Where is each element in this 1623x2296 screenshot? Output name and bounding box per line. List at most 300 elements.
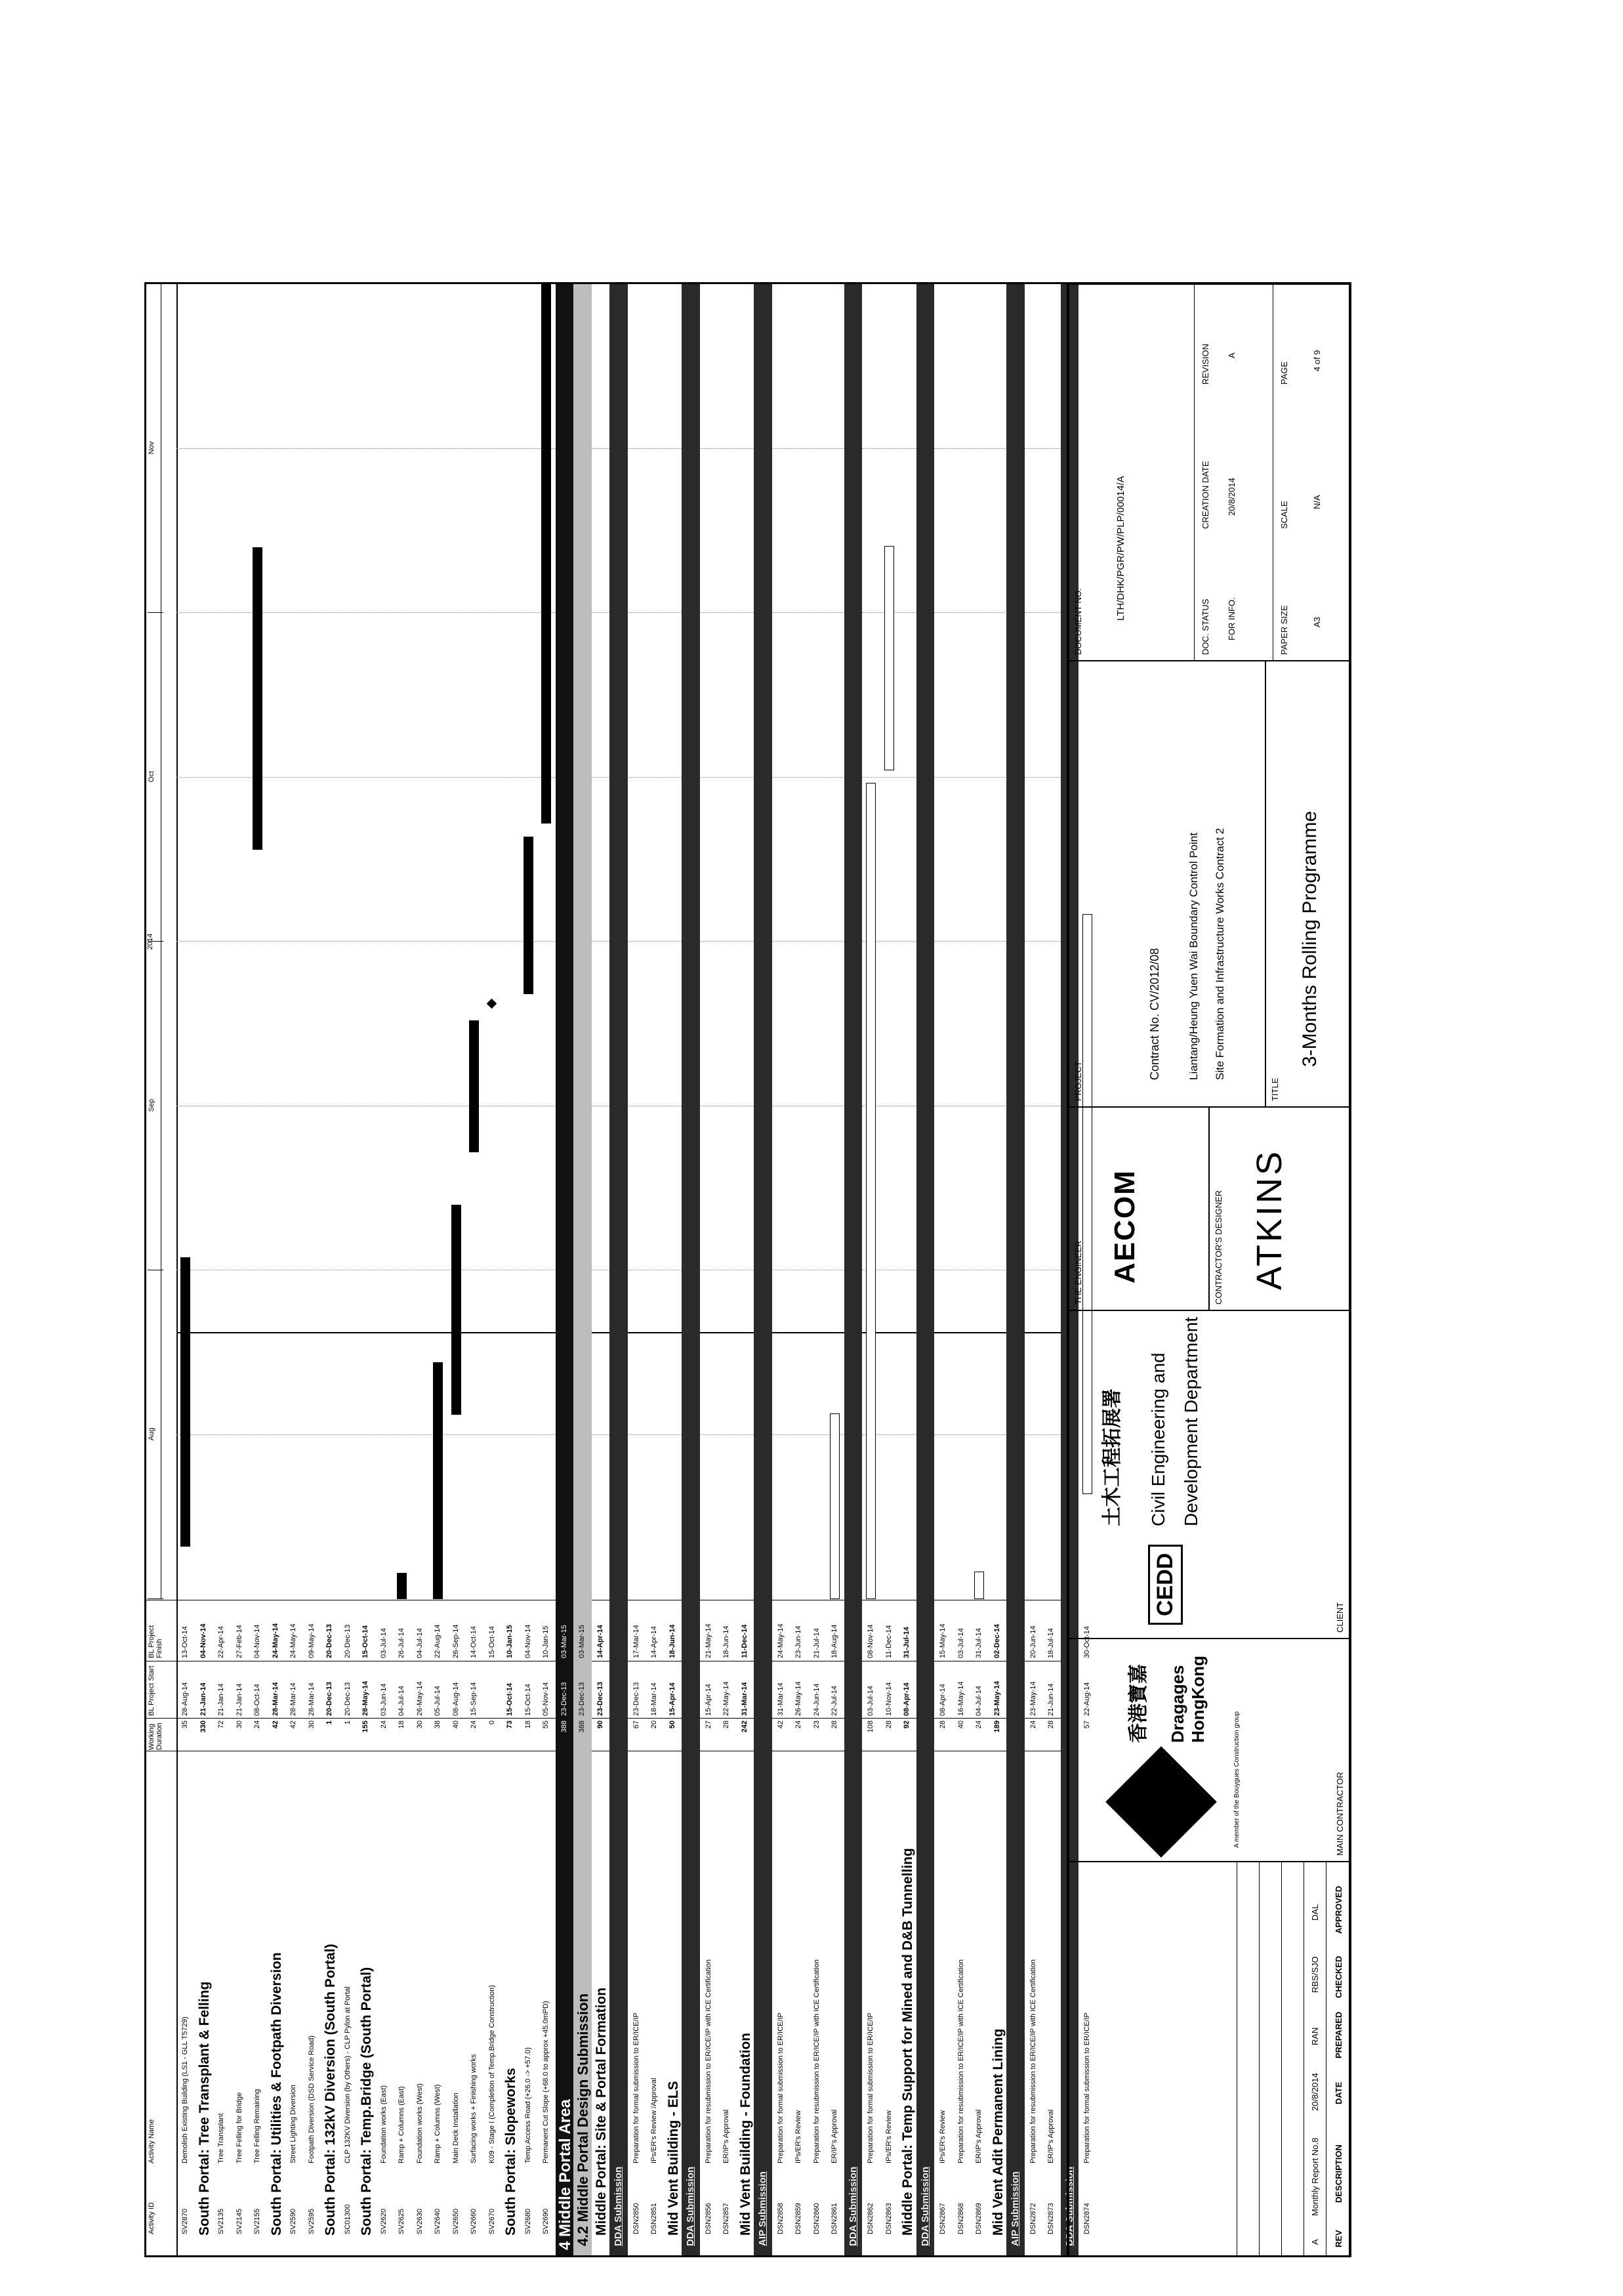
bl-start: 20-Dec-13 [343, 1682, 352, 1716]
header-bl-finish: BL Project Finish [148, 1625, 163, 1658]
activity-id: DSN2851 [650, 2203, 658, 2234]
activity-row [231, 284, 249, 2255]
title-block [1067, 284, 1349, 2255]
activity-name: ER/IP's Approval [975, 2109, 983, 2163]
activity-row [393, 284, 411, 2255]
bl-start: 28-Mar-14 [289, 1682, 297, 1716]
working-duration: 28 [831, 1721, 838, 1729]
bl-start: 31-Mar-14 [776, 1682, 785, 1716]
bl-finish: 21-May-14 [704, 1623, 712, 1658]
activity-row [429, 284, 447, 2255]
gantt-bar [451, 1205, 461, 1415]
doc-no-label: DOCUMENT NO. [1073, 588, 1083, 655]
activity-id: DSN2859 [794, 2203, 802, 2234]
bl-start: 21-Jan-14 [235, 1683, 243, 1716]
bl-finish: 24-May-14 [776, 1623, 785, 1658]
activity-row [285, 284, 303, 2255]
activity-row [700, 284, 718, 2255]
bl-start: 21-Jan-14 [217, 1683, 225, 1716]
activity-name: IPs/ER's Review [939, 2110, 947, 2163]
activity-row [934, 284, 953, 2255]
milestone-diamond [486, 999, 497, 1009]
bl-finish: 22-Aug-14 [434, 1624, 442, 1658]
project-label: PROJECT [1073, 1061, 1083, 1101]
bl-finish: 11-Dec-14 [884, 1625, 893, 1658]
working-duration: 20 [650, 1721, 658, 1729]
working-duration: 24 [253, 1721, 261, 1729]
programme-sheet [144, 282, 1351, 2257]
header-bl-start: BL Project Start [148, 1665, 155, 1716]
bl-finish: 11-Dec-14 [740, 1624, 749, 1658]
bl-finish: 03-Jul-14 [956, 1628, 965, 1658]
activity-name: IPs/ER's Review [884, 2110, 893, 2163]
working-duration: 30 [235, 1721, 243, 1729]
activity-name: Ramp + Columns (East) [398, 2086, 405, 2163]
bl-finish: 22-Apr-14 [217, 1626, 225, 1658]
working-duration: 50 [668, 1721, 676, 1729]
bl-start: 23-May-14 [1029, 1681, 1037, 1716]
activity-id: SV2135 [217, 2208, 225, 2234]
activity-name: Middle Portal: Temp Support for Mined and D&B Tunnelling [900, 1848, 915, 2236]
bl-start: 03-Jun-14 [379, 1683, 388, 1716]
rev-checked: RBS/SJO [1310, 1956, 1320, 1993]
bl-start: 04-Jul-14 [398, 1686, 405, 1716]
activity-name: South Portal: Temp.Bridge (South Portal) [359, 1967, 374, 2236]
bl-finish: 15-Oct-14 [361, 1625, 369, 1658]
bl-finish: 14-Oct-14 [470, 1626, 478, 1658]
activity-id: DSN2863 [884, 2203, 893, 2234]
bl-start: 15-Sep-14 [470, 1682, 478, 1716]
activity-row [1025, 284, 1043, 2255]
bl-finish: 09-May-14 [307, 1623, 316, 1658]
bl-finish: 15-Oct-14 [487, 1626, 496, 1658]
activity-id: DSN2862 [867, 2203, 874, 2234]
bl-start: 08-Apr-14 [939, 1684, 947, 1716]
group-row [592, 284, 610, 2255]
bl-finish: 27-Feb-14 [235, 1625, 243, 1658]
activity-name: ER/IP's Approval [1047, 2109, 1055, 2163]
activity-row [790, 284, 808, 2255]
col-rev: REV [1334, 2230, 1344, 2247]
col-approved: APPROVED [1334, 1886, 1344, 1934]
bl-finish: 20-Jun-14 [1029, 1625, 1037, 1658]
gantt-bar [469, 1020, 479, 1152]
gantt-bar [253, 547, 262, 850]
working-duration: 24 [379, 1721, 388, 1729]
working-duration: 92 [903, 1721, 911, 1729]
bl-start: 26-May-14 [794, 1681, 802, 1716]
cedd-logo: CEDD [1148, 1545, 1183, 1625]
activity-row [537, 284, 556, 2255]
bl-finish: 04-Jul-14 [415, 1628, 424, 1658]
activity-name: Demolish Existing Building (LS1 - GLL T5729) [181, 2016, 189, 2163]
activity-name: Permanent Cut Slope (+68.0 to approx +45.0mPD) [542, 2001, 550, 2163]
activity-name: Footpath Diversion (DSD Service Road) [307, 2035, 316, 2163]
bl-start: 23-May-14 [993, 1680, 1001, 1716]
working-duration: 90 [596, 1721, 604, 1729]
activity-name: Preparation for resubmission to ER/ICE/IP with ICE Certification [956, 1959, 965, 2163]
activity-name: ER/IP's Approval [831, 2109, 838, 2163]
rev-prepared: RAN [1310, 2027, 1320, 2045]
timeline-year: 2014 [146, 284, 161, 1599]
bl-start: 10-Nov-14 [884, 1682, 893, 1716]
engineer-cell [1069, 1107, 1209, 1310]
activity-name: K09 - Stage I (Completion of Temp.Bridge Construction) [487, 1985, 496, 2163]
bl-start: 18-Mar-14 [650, 1682, 658, 1716]
group-row [357, 284, 375, 2255]
activity-name: DDA Submission [613, 2166, 624, 2246]
activity-name: Street Lighting Diversion [289, 2085, 297, 2163]
activity-row [862, 284, 880, 2255]
working-duration: 42 [776, 1721, 785, 1729]
bl-start: 28-Aug-14 [181, 1682, 189, 1716]
activity-name: Tree Transplant [217, 2113, 225, 2163]
activity-id: DSN2861 [831, 2203, 838, 2234]
working-duration: 18 [398, 1721, 405, 1729]
activity-name: Preparation for resubmission to ER/ICE/IP with ICE Certification [1029, 1959, 1037, 2163]
activity-row [808, 284, 827, 2255]
activity-name: Preparation for resubmission to ER/ICE/IP with ICE Certification [812, 1959, 821, 2163]
bl-start: 05-Jul-14 [434, 1686, 442, 1716]
activity-id: SV2145 [235, 2208, 243, 2234]
header-activity-name: Activity Name [148, 2119, 155, 2163]
bl-start: 20-Dec-13 [325, 1682, 333, 1716]
working-duration: 18 [524, 1721, 532, 1729]
activity-id: DSN2857 [722, 2203, 730, 2234]
activity-id: DSN2872 [1029, 2203, 1037, 2234]
bl-finish: 03-Jul-14 [379, 1628, 388, 1658]
project-contract-no: Contract No. CV/2012/08 [1148, 948, 1161, 1080]
col-prepared: PREPARED [1334, 2011, 1344, 2058]
group-row [609, 284, 628, 2255]
activity-id: SV2595 [307, 2208, 316, 2234]
aecom-logo: AECOM [1109, 1169, 1141, 1284]
working-duration: 72 [217, 1721, 225, 1729]
activity-name: CLP 132KV Diversion (by Others) - CLP Pylon at Portal [343, 1986, 352, 2163]
activity-id: SV2155 [253, 2208, 261, 2234]
activity-name: 4 Middle Portal Area [556, 2099, 574, 2250]
client-name-line-2: Development Department [1181, 1316, 1201, 1526]
bl-finish: 26-Sep-14 [451, 1624, 460, 1658]
title-label: TITLE [1270, 1077, 1280, 1101]
working-duration: 30 [307, 1721, 316, 1729]
designer-label: CONTRACTOR'S DESIGNER [1214, 1190, 1223, 1305]
doc-status-label: DOC. STATUS [1201, 598, 1210, 655]
scale-label: SCALE [1279, 501, 1289, 529]
group-row [989, 284, 1007, 2255]
scale: N/A [1312, 495, 1322, 509]
working-duration: 1 [325, 1721, 333, 1725]
rev-description: Monthly Report No.8 [1310, 2137, 1320, 2216]
bl-start: 08-Oct-14 [253, 1684, 261, 1716]
bl-start: 21-Jun-14 [1047, 1683, 1055, 1716]
dragages-logo [1105, 1746, 1217, 1858]
activity-row [772, 284, 791, 2255]
activity-id: DSN2868 [956, 2203, 965, 2234]
bl-finish: 23-Jun-14 [794, 1625, 802, 1658]
activity-name: IPs/ER's Review [794, 2110, 802, 2163]
activity-row [880, 284, 899, 2255]
gantt-bar [524, 837, 533, 994]
bl-start: 23-Dec-13 [578, 1682, 586, 1716]
creation-date-label: CREATION DATE [1201, 461, 1210, 529]
contractor-chinese-name: 香港寶嘉 [1128, 1664, 1149, 1743]
activity-name: 4.2 Middle Portal Design Submission [575, 1993, 591, 2246]
activity-id: SV2650 [451, 2208, 460, 2234]
working-duration: 55 [542, 1721, 550, 1729]
revision-table [1069, 1862, 1349, 2255]
bl-finish: 10-Jan-15 [542, 1625, 550, 1658]
activity-id: SV2620 [379, 2208, 388, 2234]
contractor-name: Dragages HongKong [1168, 1656, 1208, 1743]
bl-start: 24-Jun-14 [812, 1683, 821, 1716]
activity-id: SV2690 [542, 2208, 550, 2234]
activity-row [1042, 284, 1061, 2255]
revision: A [1227, 352, 1237, 358]
working-duration: 67 [632, 1721, 640, 1729]
activity-row [628, 284, 646, 2255]
gantt-bar-outline [866, 783, 876, 1599]
activity-name: DDA Submission [919, 2166, 931, 2246]
bl-finish: 20-Dec-13 [343, 1624, 352, 1658]
activity-name: ER/IP's Approval [722, 2109, 730, 2163]
title-cell [1265, 661, 1349, 1107]
activity-name: Surfacing works + Finishing works [470, 2054, 478, 2163]
paper-size: A3 [1312, 617, 1322, 627]
bl-start: 05-Nov-14 [542, 1682, 550, 1716]
bl-start: 15-Oct-14 [506, 1682, 514, 1716]
activity-name: Ramp + Columns (West) [434, 2084, 442, 2163]
activity-name: South Portal: Utilities & Footpath Diversion [268, 1952, 284, 2236]
group-row [1006, 284, 1025, 2255]
activity-name: Preparation for formal submission to ER/ICE/IP [867, 2013, 874, 2163]
working-duration: 30 [415, 1721, 424, 1729]
working-duration: 330 [199, 1721, 207, 1733]
bl-start: 28-May-14 [361, 1680, 369, 1716]
main-contractor-label: MAIN CONTRACTOR [1335, 1772, 1345, 1856]
working-duration: 40 [451, 1721, 460, 1729]
working-duration: 24 [794, 1721, 802, 1729]
working-duration: 28 [1047, 1721, 1055, 1729]
bl-start: 04-Jul-14 [975, 1686, 983, 1716]
activity-row [483, 284, 502, 2255]
working-duration: 1 [343, 1721, 352, 1725]
bl-start: 08-Aug-14 [451, 1682, 460, 1716]
bl-finish: 04-Nov-14 [524, 1624, 532, 1658]
group-row [736, 284, 754, 2255]
bl-finish: 18-Jun-14 [722, 1625, 730, 1658]
working-duration: 242 [740, 1721, 749, 1733]
activity-id: DSN2856 [704, 2203, 712, 2234]
client-chinese-name: 土木工程拓展署 [1101, 1388, 1123, 1526]
activity-id: DSN2858 [776, 2203, 785, 2234]
activity-row [970, 284, 989, 2255]
working-duration: 35 [181, 1721, 189, 1729]
working-duration: 28 [939, 1721, 947, 1729]
working-duration: 28 [722, 1721, 730, 1729]
working-duration: 155 [361, 1721, 369, 1733]
gantt-bar-outline [884, 546, 894, 771]
client-label: CLIENT [1335, 1602, 1345, 1633]
rev-date: 20/8/2014 [1310, 2073, 1320, 2111]
bl-finish: 31-Jul-14 [903, 1627, 911, 1658]
bl-start: 22-Aug-14 [1083, 1682, 1091, 1716]
col-description: DESCRIPTION [1334, 2144, 1344, 2203]
bl-start: 08-Apr-14 [903, 1682, 911, 1716]
table-header [146, 284, 178, 2255]
activity-name: Middle Portal: Site & Portal Formation [593, 1987, 609, 2236]
col-checked: CHECKED [1334, 1955, 1344, 1998]
bl-finish: 04-Nov-14 [199, 1623, 207, 1658]
bl-start: 22-Jul-14 [831, 1686, 838, 1716]
activity-name: South Portal: 132kV Diversion (South Portal) [323, 1944, 338, 2236]
activity-id: SV2640 [434, 2208, 442, 2234]
activity-rows [176, 284, 1097, 2255]
bl-finish: 03-Mar-15 [560, 1625, 568, 1658]
activity-name: Tree Felling Remaining [253, 2089, 261, 2163]
project-works: Site Formation and Infrastructure Works Contract 2 [1214, 827, 1226, 1080]
activity-name: Mid Vent Building - ELS [665, 2081, 681, 2236]
activity-name: Mid Vent Building - Foundation [737, 2032, 753, 2236]
bl-start: 15-Apr-14 [704, 1684, 712, 1716]
activity-name: Foundation works (East) [379, 2085, 388, 2163]
doc-status: FOR INFO. [1227, 597, 1237, 640]
activity-id: SV2680 [524, 2208, 532, 2234]
bl-finish: 13-Oct-14 [181, 1626, 189, 1658]
group-row [195, 284, 213, 2255]
activity-name: AIP Submission [757, 2171, 768, 2246]
working-duration: 0 [487, 1721, 496, 1725]
timeline-month-nov: Nov [148, 283, 163, 613]
gantt-bar-outline [974, 1572, 984, 1599]
bl-finish: 24-May-14 [289, 1623, 297, 1658]
activity-id: DSN2850 [632, 2203, 640, 2234]
activity-name: AIP Submission [1010, 2171, 1021, 2246]
bl-finish: 17-Mar-14 [632, 1625, 640, 1658]
activity-name: Preparation for resubmission to ER/ICE/IP with ICE Certification [704, 1959, 712, 2163]
revision-label: REVISION [1201, 343, 1210, 385]
document-info-cell [1069, 284, 1349, 661]
doc-no: LTH/DHK/PGR/PW/PLP/00014/A [1115, 476, 1126, 621]
activity-name: Foundation works (West) [415, 2083, 424, 2163]
activity-name: Tree Felling for Bridge [235, 2092, 243, 2163]
project-name: Liantang/Heung Yuen Wai Boundary Control Point [1187, 832, 1200, 1080]
activity-row [339, 284, 358, 2255]
programme-title: 3-Months Rolling Programme [1299, 810, 1321, 1067]
working-duration: 40 [956, 1721, 965, 1729]
bl-finish: 30-Oct-14 [1083, 1626, 1091, 1658]
group-row [321, 284, 339, 2255]
working-duration: 27 [704, 1721, 712, 1729]
bl-finish: 18-Jul-14 [1047, 1628, 1055, 1658]
activity-id: DSN2869 [975, 2203, 983, 2234]
divider [1281, 1862, 1282, 2255]
activity-id: SV2625 [398, 2208, 405, 2234]
working-duration: 38 [434, 1721, 442, 1729]
group-row [754, 284, 772, 2255]
activity-name: Preparation for formal submission to ER/ICE/IP [632, 2013, 640, 2163]
bl-finish: 08-Nov-14 [867, 1624, 874, 1658]
activity-row [213, 284, 231, 2255]
working-duration: 108 [867, 1721, 874, 1733]
bl-start: 03-Jul-14 [867, 1686, 874, 1716]
client-name-line-1: Civil Engineering and [1148, 1352, 1168, 1526]
gantt-bar [541, 284, 551, 824]
bl-start: 15-Apr-14 [668, 1682, 676, 1716]
activity-row [249, 284, 267, 2255]
activity-name: Preparation for formal submission to ER/ICE/IP [776, 2013, 785, 2163]
bl-finish: 04-Nov-14 [253, 1624, 261, 1658]
activity-row [303, 284, 321, 2255]
bl-finish: 18-Aug-14 [831, 1624, 838, 1658]
activity-id: DSN2860 [812, 2203, 821, 2234]
activity-id: DSN2867 [939, 2203, 947, 2234]
bl-finish: 14-Apr-14 [650, 1626, 658, 1658]
gantt-bar [433, 1362, 443, 1599]
gantt-bar-outline [830, 1413, 840, 1599]
working-duration: 24 [1029, 1721, 1037, 1729]
timeline-month-oct: Oct [148, 612, 163, 942]
group-row [556, 284, 574, 2255]
activity-row [465, 284, 483, 2255]
page-number: 4 of 9 [1312, 350, 1322, 371]
bl-finish: 20-Dec-13 [325, 1624, 333, 1658]
group-row [916, 284, 935, 2255]
bl-finish: 03-Mar-15 [578, 1625, 586, 1658]
activity-row [953, 284, 971, 2255]
bl-start: 23-Dec-13 [632, 1682, 640, 1716]
timeline-month-aug: Aug [148, 1270, 163, 1599]
bl-start: 31-Mar-14 [740, 1682, 749, 1716]
bl-start: 15-Oct-14 [524, 1684, 532, 1716]
activity-row [375, 284, 394, 2255]
activity-name: Preparation for formal submission to ER/ICE/IP [1083, 2013, 1091, 2163]
activity-row [176, 284, 195, 2255]
bl-finish: 15-May-14 [939, 1623, 947, 1658]
divider [1259, 1862, 1260, 2255]
engineer-label: THE ENGINEER [1073, 1240, 1083, 1305]
activity-id: SV2660 [470, 2208, 478, 2234]
gantt-bar [180, 1257, 190, 1547]
activity-name: South Portal: Tree Transplant & Felling [196, 1981, 212, 2236]
bl-finish: 24-May-14 [271, 1623, 279, 1658]
working-duration: 57 [1083, 1721, 1091, 1729]
bl-start: 28-Mar-14 [307, 1682, 316, 1716]
bl-finish: 10-Jan-15 [506, 1625, 514, 1658]
group-row [682, 284, 700, 2255]
activity-id: DSN2873 [1047, 2203, 1055, 2234]
group-row [898, 284, 916, 2255]
bl-finish: 14-Apr-14 [596, 1625, 604, 1658]
group-row [844, 284, 863, 2255]
bl-start: 26-May-14 [415, 1681, 424, 1716]
contractor-group: A member of the Bouygues Construction group [1233, 1711, 1241, 1848]
working-duration: 28 [884, 1721, 893, 1729]
divider [1194, 285, 1195, 660]
project-cell [1069, 661, 1265, 1107]
header-activity-id: Activity ID [148, 2202, 155, 2234]
rev-approved: DAL [1310, 1904, 1320, 1921]
activity-name: Mid Vent Adit Permanent Lining [990, 2028, 1006, 2236]
col-date: DATE [1334, 2081, 1344, 2104]
working-duration: 23 [812, 1721, 821, 1729]
page-label: PAGE [1279, 361, 1289, 385]
paper-size-label: PAPER SIZE [1279, 605, 1289, 655]
group-row [267, 284, 285, 2255]
activity-row [826, 284, 844, 2255]
activity-id: SV2870 [181, 2208, 189, 2234]
timeline-month-sep: Sep [148, 941, 163, 1270]
